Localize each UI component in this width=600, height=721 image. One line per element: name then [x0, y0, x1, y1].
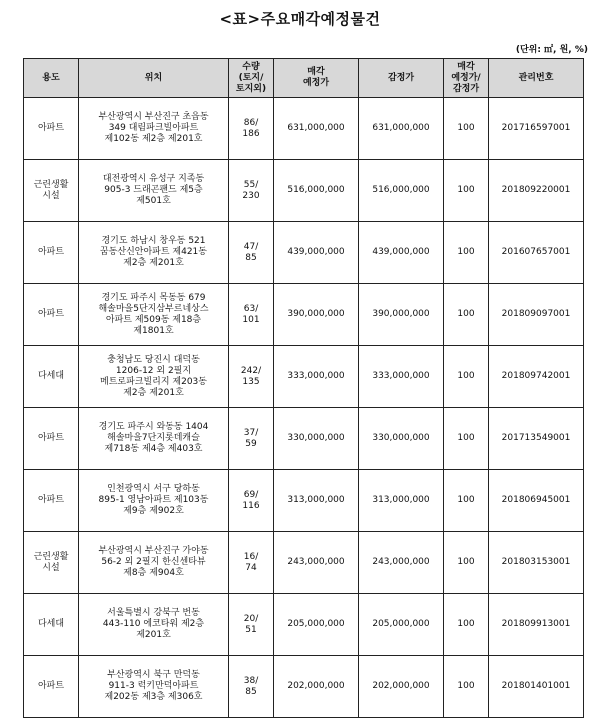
cell-ratio: 100	[444, 594, 489, 656]
cell-ratio: 100	[444, 470, 489, 532]
cell-ratio: 100	[444, 408, 489, 470]
cell-location: 충청남도 당진시 대덕동 1206-12 외 2필지 메트로파크빌리지 제203동 제2층 제201호	[79, 346, 229, 408]
cell-area: 55/ 230	[229, 160, 274, 222]
cell-ratio: 100	[444, 98, 489, 160]
table-row	[24, 98, 584, 160]
cell-location: 대전광역시 유성구 지족동 905-3 드래곤팬드 제5층 제501호	[79, 160, 229, 222]
cell-sale-price: 243,000,000	[274, 532, 359, 594]
cell-sale-price: 205,000,000	[274, 594, 359, 656]
header-sale-price: 매각 예정가	[274, 59, 359, 98]
cell-use: 다세대	[24, 594, 79, 656]
cell-appraisal: 631,000,000	[359, 98, 444, 160]
cell-location: 경기도 파주시 와동동 1404 해솔마을7단지롯데캐슬 제718동 제4층 제403호	[79, 408, 229, 470]
header-ratio: 매각 예정가/ 감정가	[444, 59, 489, 98]
cell-mgmt-no: 201809913001	[489, 594, 584, 656]
cell-location: 경기도 파주시 목동동 679 해솔마을5단지삼부르네상스 아파트 제509동 제18층 제1801호	[79, 284, 229, 346]
cell-area: 37/ 59	[229, 408, 274, 470]
cell-use: 다세대	[24, 346, 79, 408]
cell-area: 86/ 186	[229, 98, 274, 160]
cell-appraisal: 333,000,000	[359, 346, 444, 408]
table-row	[24, 656, 584, 718]
cell-appraisal: 330,000,000	[359, 408, 444, 470]
cell-sale-price: 202,000,000	[274, 656, 359, 718]
cell-mgmt-no: 201801401001	[489, 656, 584, 718]
header-location: 위치	[79, 59, 229, 98]
cell-sale-price: 516,000,000	[274, 160, 359, 222]
cell-sale-price: 330,000,000	[274, 408, 359, 470]
cell-appraisal: 516,000,000	[359, 160, 444, 222]
cell-mgmt-no: 201806945001	[489, 470, 584, 532]
cell-area: 20/ 51	[229, 594, 274, 656]
cell-mgmt-no: 201809097001	[489, 284, 584, 346]
cell-ratio: 100	[444, 222, 489, 284]
property-table	[23, 58, 584, 718]
header-use: 용도	[24, 59, 79, 98]
cell-appraisal: 243,000,000	[359, 532, 444, 594]
cell-area: 38/ 85	[229, 656, 274, 718]
cell-sale-price: 313,000,000	[274, 470, 359, 532]
cell-mgmt-no: 201803153001	[489, 532, 584, 594]
cell-use: 아파트	[24, 656, 79, 718]
cell-mgmt-no: 201716597001	[489, 98, 584, 160]
cell-use: 근린생활 시설	[24, 160, 79, 222]
cell-area: 242/ 135	[229, 346, 274, 408]
cell-sale-price: 333,000,000	[274, 346, 359, 408]
cell-ratio: 100	[444, 656, 489, 718]
cell-ratio: 100	[444, 532, 489, 594]
cell-sale-price: 390,000,000	[274, 284, 359, 346]
table-row	[24, 222, 584, 284]
document-title: <표>주요매각예정물건	[219, 10, 381, 28]
table-row	[24, 532, 584, 594]
cell-appraisal: 202,000,000	[359, 656, 444, 718]
cell-location: 인천광역시 서구 당하동 895-1 영남아파트 제103동 제9층 제902호	[79, 470, 229, 532]
cell-appraisal: 439,000,000	[359, 222, 444, 284]
cell-mgmt-no: 201809220001	[489, 160, 584, 222]
cell-sale-price: 439,000,000	[274, 222, 359, 284]
cell-location: 부산광역시 북구 만덕동 911-3 럭키만덕아파트 제202동 제3층 제306호	[79, 656, 229, 718]
cell-use: 아파트	[24, 98, 79, 160]
header-area: 수량 (토지/ 토지외)	[229, 59, 274, 98]
table-row	[24, 284, 584, 346]
cell-appraisal: 313,000,000	[359, 470, 444, 532]
cell-use: 근린생활 시설	[24, 532, 79, 594]
cell-mgmt-no: 201607657001	[489, 222, 584, 284]
cell-use: 아파트	[24, 284, 79, 346]
cell-mgmt-no: 201713549001	[489, 408, 584, 470]
table-row	[24, 594, 584, 656]
cell-area: 69/ 116	[229, 470, 274, 532]
cell-appraisal: 390,000,000	[359, 284, 444, 346]
cell-appraisal: 205,000,000	[359, 594, 444, 656]
table-row	[24, 470, 584, 532]
cell-sale-price: 631,000,000	[274, 98, 359, 160]
cell-location: 부산광역시 부산진구 초읍동 349 대림파크빌아파트 제102동 제2층 제201호	[79, 98, 229, 160]
cell-ratio: 100	[444, 346, 489, 408]
cell-mgmt-no: 201809742001	[489, 346, 584, 408]
cell-ratio: 100	[444, 160, 489, 222]
cell-use: 아파트	[24, 408, 79, 470]
unit-note: (단위: ㎡, 원, %)	[515, 45, 588, 55]
cell-area: 16/ 74	[229, 532, 274, 594]
cell-area: 63/ 101	[229, 284, 274, 346]
cell-ratio: 100	[444, 284, 489, 346]
table-row	[24, 408, 584, 470]
cell-use: 아파트	[24, 222, 79, 284]
cell-location: 경기도 하남시 창우동 521 꿈동산신안아파트 제421동 제2층 제201호	[79, 222, 229, 284]
table-row	[24, 160, 584, 222]
table-row	[24, 346, 584, 408]
header-appraisal: 감정가	[359, 59, 444, 98]
cell-location: 부산광역시 부산진구 가야동 56-2 외 2필지 한신센타뷰 제8층 제904호	[79, 532, 229, 594]
header-mgmt-no: 관리번호	[489, 59, 584, 98]
cell-location: 서울특별시 강북구 번동 443-110 에코타워 제2층 제201호	[79, 594, 229, 656]
header-row	[24, 59, 584, 98]
cell-use: 아파트	[24, 470, 79, 532]
cell-area: 47/ 85	[229, 222, 274, 284]
